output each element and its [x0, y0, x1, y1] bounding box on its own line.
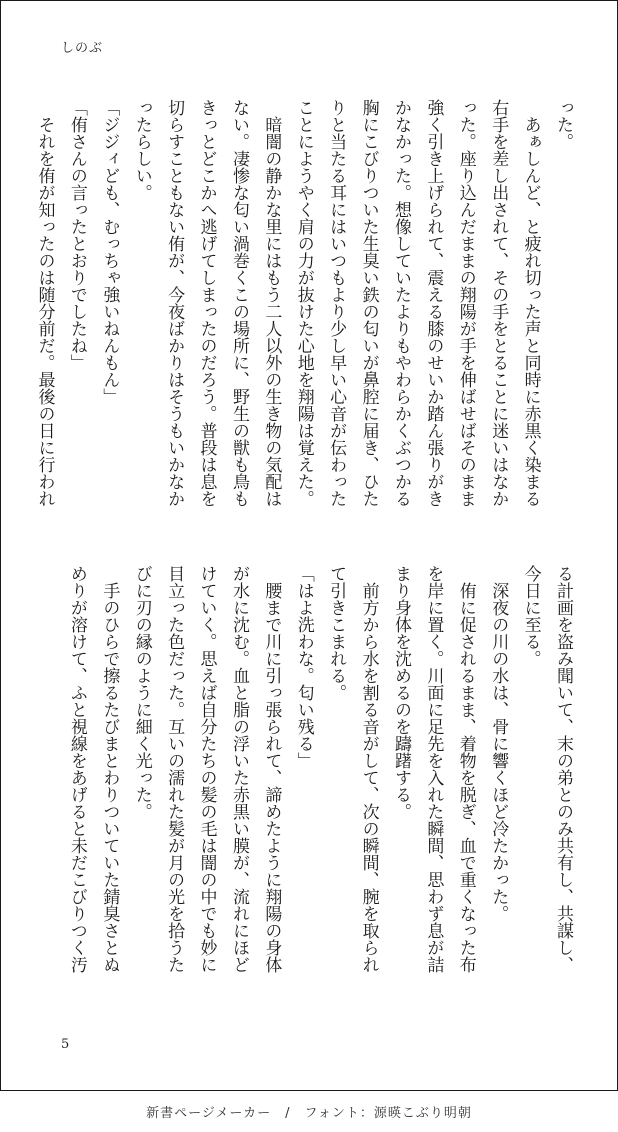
text-line: 強く引き上げられて、震える膝のせいか踏ん張りがき — [423, 99, 444, 507]
text-line: て引きこまれる。 — [326, 565, 347, 701]
text-line: 手のひらで擦るたびまとわりついていた錆臭さとぬ — [99, 565, 120, 973]
text-line: る計画を盗み聞いて、末の弟とのみ共有し、共謀し、 — [553, 565, 573, 973]
text-line: きっとどこかへ逃げてしまったのだろう。普段は息を — [196, 99, 217, 507]
text-line: った。座り込んだままの翔陽が手を伸ばせばそのまま — [455, 99, 476, 507]
text-line: 切らすこともない侑が、今夜ばかりはそうもいかなか — [164, 99, 185, 507]
text-line: ったらしい。 — [131, 99, 152, 201]
text-line: 「ジジィども、むっちゃ強いねんもん」 — [99, 99, 120, 405]
text-line: 腰まで川に引っ張られて、諦めたように翔陽の身体 — [261, 565, 282, 973]
text-line: 胸にこびりついた生臭い鉄の匂いが鼻腔に届き、ひた — [358, 99, 379, 507]
text-line: まり身体を沈めるのを躊躇する。 — [390, 565, 411, 820]
page-number: 5 — [61, 1037, 70, 1052]
text-line: りと当たる耳にはいつもより少し早い心音が伝わった — [326, 99, 347, 507]
text-line: を岸に置く。川面に足先を入れた瞬間、思わず息が詰 — [423, 565, 444, 973]
text-line: ことにようやく肩の力が抜けた心地を翔陽は覚えた。 — [293, 99, 314, 507]
footer-credit: 新書ページメーカー / フォント：源暎こぶり明朝 — [146, 1106, 472, 1121]
text-line: 右手を差し出されて、その手をとることに迷いはなか — [488, 99, 509, 507]
text-line: った。 — [553, 99, 573, 150]
lower-text-block — [51, 565, 579, 989]
text-line: ない。凄惨な匂い渦巻くこの場所に、野生の獣も鳥も — [228, 99, 249, 507]
text-line: それを侑が知ったのは随分前だ。最後の日に行われ — [34, 99, 55, 507]
text-line: めりが溶けて、ふと視線をあげると未だこびりつく汚 — [66, 565, 87, 973]
text-line: 深夜の川の水は、骨に響くほど冷たかった。 — [488, 565, 509, 922]
text-line: が水に沈む。血と脂の浮いた赤黒い膜が、流れにほど — [228, 565, 249, 973]
text-line: 侑に促されるまま、着物を脱ぎ、血で重くなった布 — [455, 565, 476, 973]
text-line: あぁしんど、と疲れ切った声と同時に赤黒く染まる — [520, 99, 541, 507]
text-line: びに刃の縁のように細く光った。 — [131, 565, 152, 820]
running-title: しのぶ — [61, 41, 104, 56]
text-line: 目立った色だった。互いの濡れた髪が月の光を拾うた — [164, 565, 185, 973]
text-line: 「侑さんの言ったとおりでしたね」 — [66, 99, 87, 371]
text-line: けていく。思えば自分たちの髪の毛は闇の中でも妙に — [196, 565, 217, 973]
text-line: 前方から水を割る音がして、次の瞬間、腕を取られ — [358, 565, 379, 973]
text-line: 今日に至る。 — [520, 565, 541, 667]
text-line: 「はよ洗わな。匂い残る」 — [293, 565, 314, 769]
upper-text-block — [34, 99, 579, 523]
text-line: 暗闇の静かな里にはもう二人以外の生き物の気配は — [261, 99, 282, 507]
text-line: かなかった。想像していたよりもやわらかくぶつかる — [390, 99, 411, 507]
